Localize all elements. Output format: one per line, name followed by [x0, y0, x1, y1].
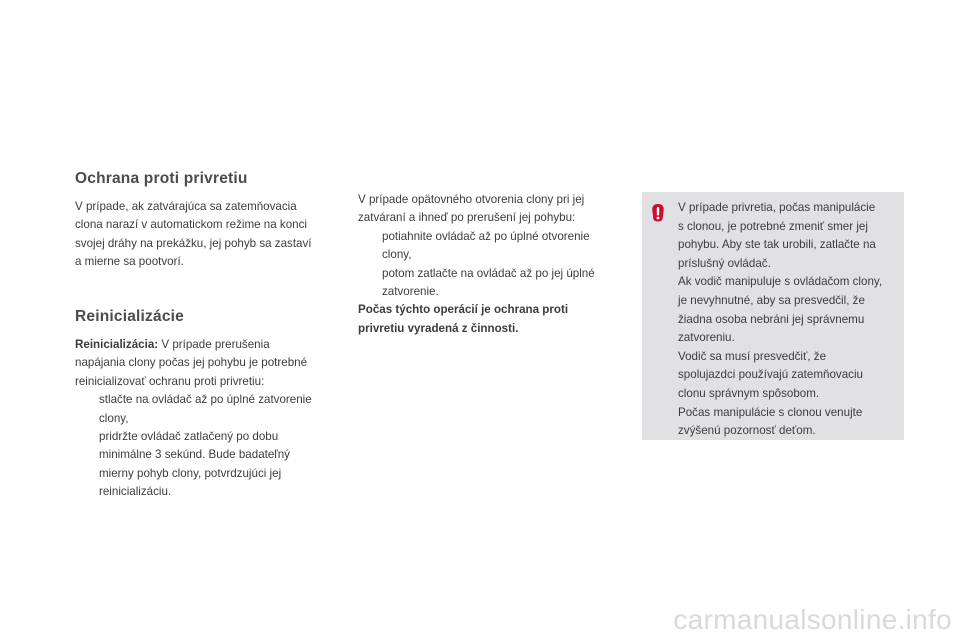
text-line: V prípade prerušenia [158, 338, 270, 351]
text-line: Počas týchto operácií je ochrana proti [358, 303, 569, 317]
text-line: zatvorenie. [382, 285, 439, 299]
text-line: pridržte ovládač zatlačený po dobu [99, 430, 279, 444]
reopening-steps [358, 228, 613, 302]
list-item [358, 265, 613, 302]
section-heading-anti-pinch: Ochrana proti privretiu [75, 170, 248, 187]
list-item [358, 228, 613, 265]
watermark: carmanualsonline.info [673, 604, 952, 635]
text-line: spolujazdci používajú zatemňovaciu [678, 368, 863, 382]
text-line: V prípade, ak zatvárajúca sa zatemňovacia [75, 200, 297, 213]
text-line: zatváraní a ihneď po prerušení jej pohybu: [358, 211, 576, 225]
text-line: stlačte na ovládač až po úplné zatvorenie [99, 393, 312, 407]
text-line: mierny pohyb clony, potvrdzujúci jej [99, 466, 282, 480]
text-line: napájania clony počas jej pohybu je potrebné [75, 356, 308, 370]
text-line: V prípade privretia, počas manipulácie [678, 201, 876, 214]
text-line: clonu správnym spôsobom. [678, 386, 820, 400]
list-item [75, 391, 330, 428]
text-line: pohybu. Aby ste tak urobili, zatlačte na [678, 238, 876, 252]
text-line: príslušný ovládač. [678, 256, 771, 270]
text-line: clony, [99, 411, 129, 425]
section-reopening [358, 191, 613, 338]
text-line: zatvoreniu. [678, 331, 735, 345]
warning-note-text [678, 199, 900, 441]
text-line: V prípade opätovného otvorenia clony pri jej [358, 193, 585, 206]
text-line: minimálne 3 sekúnd. Bude badateľný [99, 448, 290, 462]
text-line: a mierne sa pootvorí. [75, 255, 184, 269]
text-line: potiahnite ovládač až po úplné otvorenie [382, 229, 590, 243]
reinitialization-lead: Reinicializácia: [75, 338, 159, 351]
text-line: reinicializáciu. [99, 485, 172, 499]
protection-disabled-note [358, 301, 613, 338]
text-line: zvýšenú pozornosť deťom. [678, 424, 816, 438]
section-anti-pinch [75, 170, 330, 272]
text-line: je nevyhnutné, aby sa presvedčil, že [678, 293, 865, 307]
warning-note-box [642, 192, 904, 440]
anti-pinch-paragraph [75, 198, 330, 272]
section-reinitialization [75, 308, 330, 502]
reinitialization-steps [75, 391, 330, 501]
text-line: Ak vodič manipuluje s ovládačom clony, [678, 275, 883, 289]
text-line: privretiu vyradená z činnosti. [358, 321, 519, 335]
text-line: Počas manipulácie s clonou venujte [678, 405, 863, 419]
text-line: clona narazí v automatickom režime na konci [75, 218, 307, 232]
warning-icon [648, 203, 668, 223]
text-line: reinicializovať ochranu proti privretiu: [75, 374, 265, 388]
text-line: s clonou, je potrebné zmeniť smer jej [678, 219, 868, 233]
list-item [75, 428, 330, 502]
reopening-paragraph [358, 191, 613, 228]
section-heading-reinitialization: Reinicializácie [75, 308, 184, 325]
text-line: svojej dráhy na prekážku, jej pohyb sa zastaví [75, 236, 312, 250]
text-line: Vodič sa musí presvedčiť, že [678, 349, 827, 363]
text-line: potom zatlačte na ovládač až po jej úplné [382, 266, 595, 280]
text-line: clony, [382, 248, 412, 262]
reinitialization-paragraph [75, 336, 330, 391]
text-line: žiadna osoba nebráni jej správnemu [678, 312, 865, 326]
